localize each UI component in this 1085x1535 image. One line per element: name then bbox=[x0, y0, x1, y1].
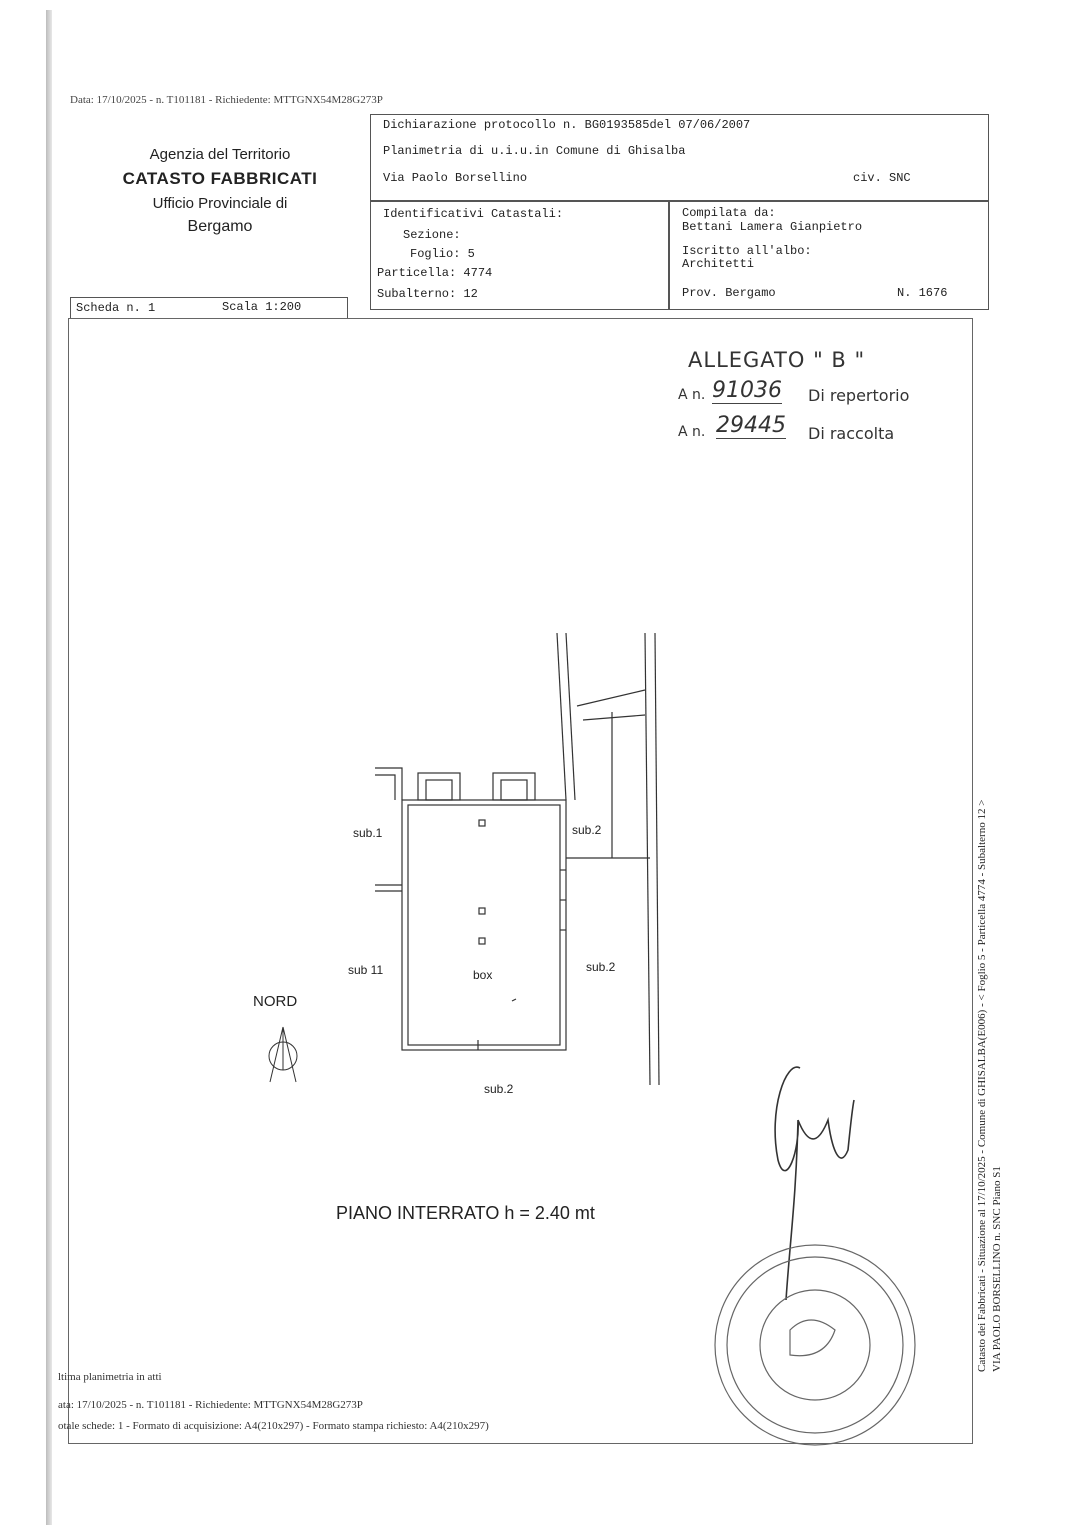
compiled-name: Bettani Lamera Gianpietro bbox=[682, 220, 863, 234]
label-sub2-bottom: sub.2 bbox=[484, 1082, 514, 1096]
repertorio-number: 91036 bbox=[712, 378, 782, 403]
declaration-line: Dichiarazione protocollo n. BG0193585del 07/06/2007 bbox=[383, 118, 751, 132]
scheda-number: Scheda n. 1 bbox=[76, 301, 156, 315]
side-cadastral-line: Catasto dei Fabbricati - Situazione al 17/10/2025 - Comune di GHISALBA(E006) - < Foglio 5 - Particella 4774 - Subalterno 12 > bbox=[976, 799, 988, 1372]
floor-title: PIANO INTERRATO h = 2.40 mt bbox=[336, 1203, 595, 1223]
footer-last-plan: ltima planimetria in atti bbox=[58, 1371, 162, 1383]
sezione-field: Sezione: bbox=[403, 228, 461, 242]
footer-request: ata: 17/10/2025 - n. T101181 - Richiedente: MTTGNX54M28G273P bbox=[58, 1399, 363, 1411]
label-sub1: sub.1 bbox=[353, 826, 383, 840]
raccolta-label: Di raccolta bbox=[808, 424, 895, 443]
office-city: Bergamo bbox=[187, 218, 253, 235]
scale-label: Scala 1:200 bbox=[222, 300, 302, 314]
box-room-outline bbox=[402, 800, 566, 1050]
catasto-title: CATASTO FABBRICATI bbox=[122, 169, 318, 188]
province-field: Prov. Bergamo bbox=[682, 286, 776, 300]
footer-format: otale schede: 1 - Formato di acquisizione: A4(210x297) - Formato stampa richiesto: A4(210x297) bbox=[58, 1420, 489, 1432]
side-address-line: VIA PAOLO BORSELLINO n. SNC Piano S1 bbox=[991, 1166, 1003, 1372]
notary-stamp bbox=[715, 1245, 915, 1445]
label-sub2-top: sub.2 bbox=[572, 823, 602, 837]
north-label: NORD bbox=[253, 993, 298, 1010]
ident-title: Identificativi Catastali: bbox=[383, 207, 564, 221]
foglio-field: Foglio: 5 bbox=[410, 247, 475, 261]
iscritto-value: Architetti bbox=[682, 257, 755, 271]
planimetry-line: Planimetria di u.i.u.in Comune di Ghisalba bbox=[383, 144, 686, 158]
label-box: box bbox=[473, 968, 493, 982]
registration-number: N. 1676 bbox=[897, 286, 948, 300]
allegato-label: ALLEGATO " B " bbox=[688, 348, 866, 372]
subalterno-field: Subalterno: 12 bbox=[377, 287, 478, 301]
agency-name: Agenzia del Territorio bbox=[149, 146, 291, 163]
repertorio-label: Di repertorio bbox=[808, 386, 910, 405]
label-sub2-right: sub.2 bbox=[586, 960, 616, 974]
label-sub11: sub 11 bbox=[348, 963, 384, 977]
address-line: Via Paolo Borsellino bbox=[383, 171, 528, 185]
particella-field: Particella: 4774 bbox=[377, 266, 493, 280]
top-request-line: Data: 17/10/2025 - n. T101181 - Richiedente: MTTGNX54M28G273P bbox=[70, 94, 383, 106]
raccolta-prefix: A n. bbox=[678, 424, 706, 440]
civ-line: civ. SNC bbox=[853, 171, 911, 185]
north-arrow-icon bbox=[269, 1027, 297, 1082]
repertorio-prefix: A n. bbox=[678, 387, 706, 403]
raccolta-number: 29445 bbox=[716, 413, 786, 438]
office-label: Ufficio Provinciale di bbox=[152, 195, 288, 212]
signature-mark bbox=[775, 1067, 854, 1300]
iscritto-label: Iscritto all'albo: bbox=[682, 244, 812, 258]
compiled-label: Compilata da: bbox=[682, 206, 776, 220]
